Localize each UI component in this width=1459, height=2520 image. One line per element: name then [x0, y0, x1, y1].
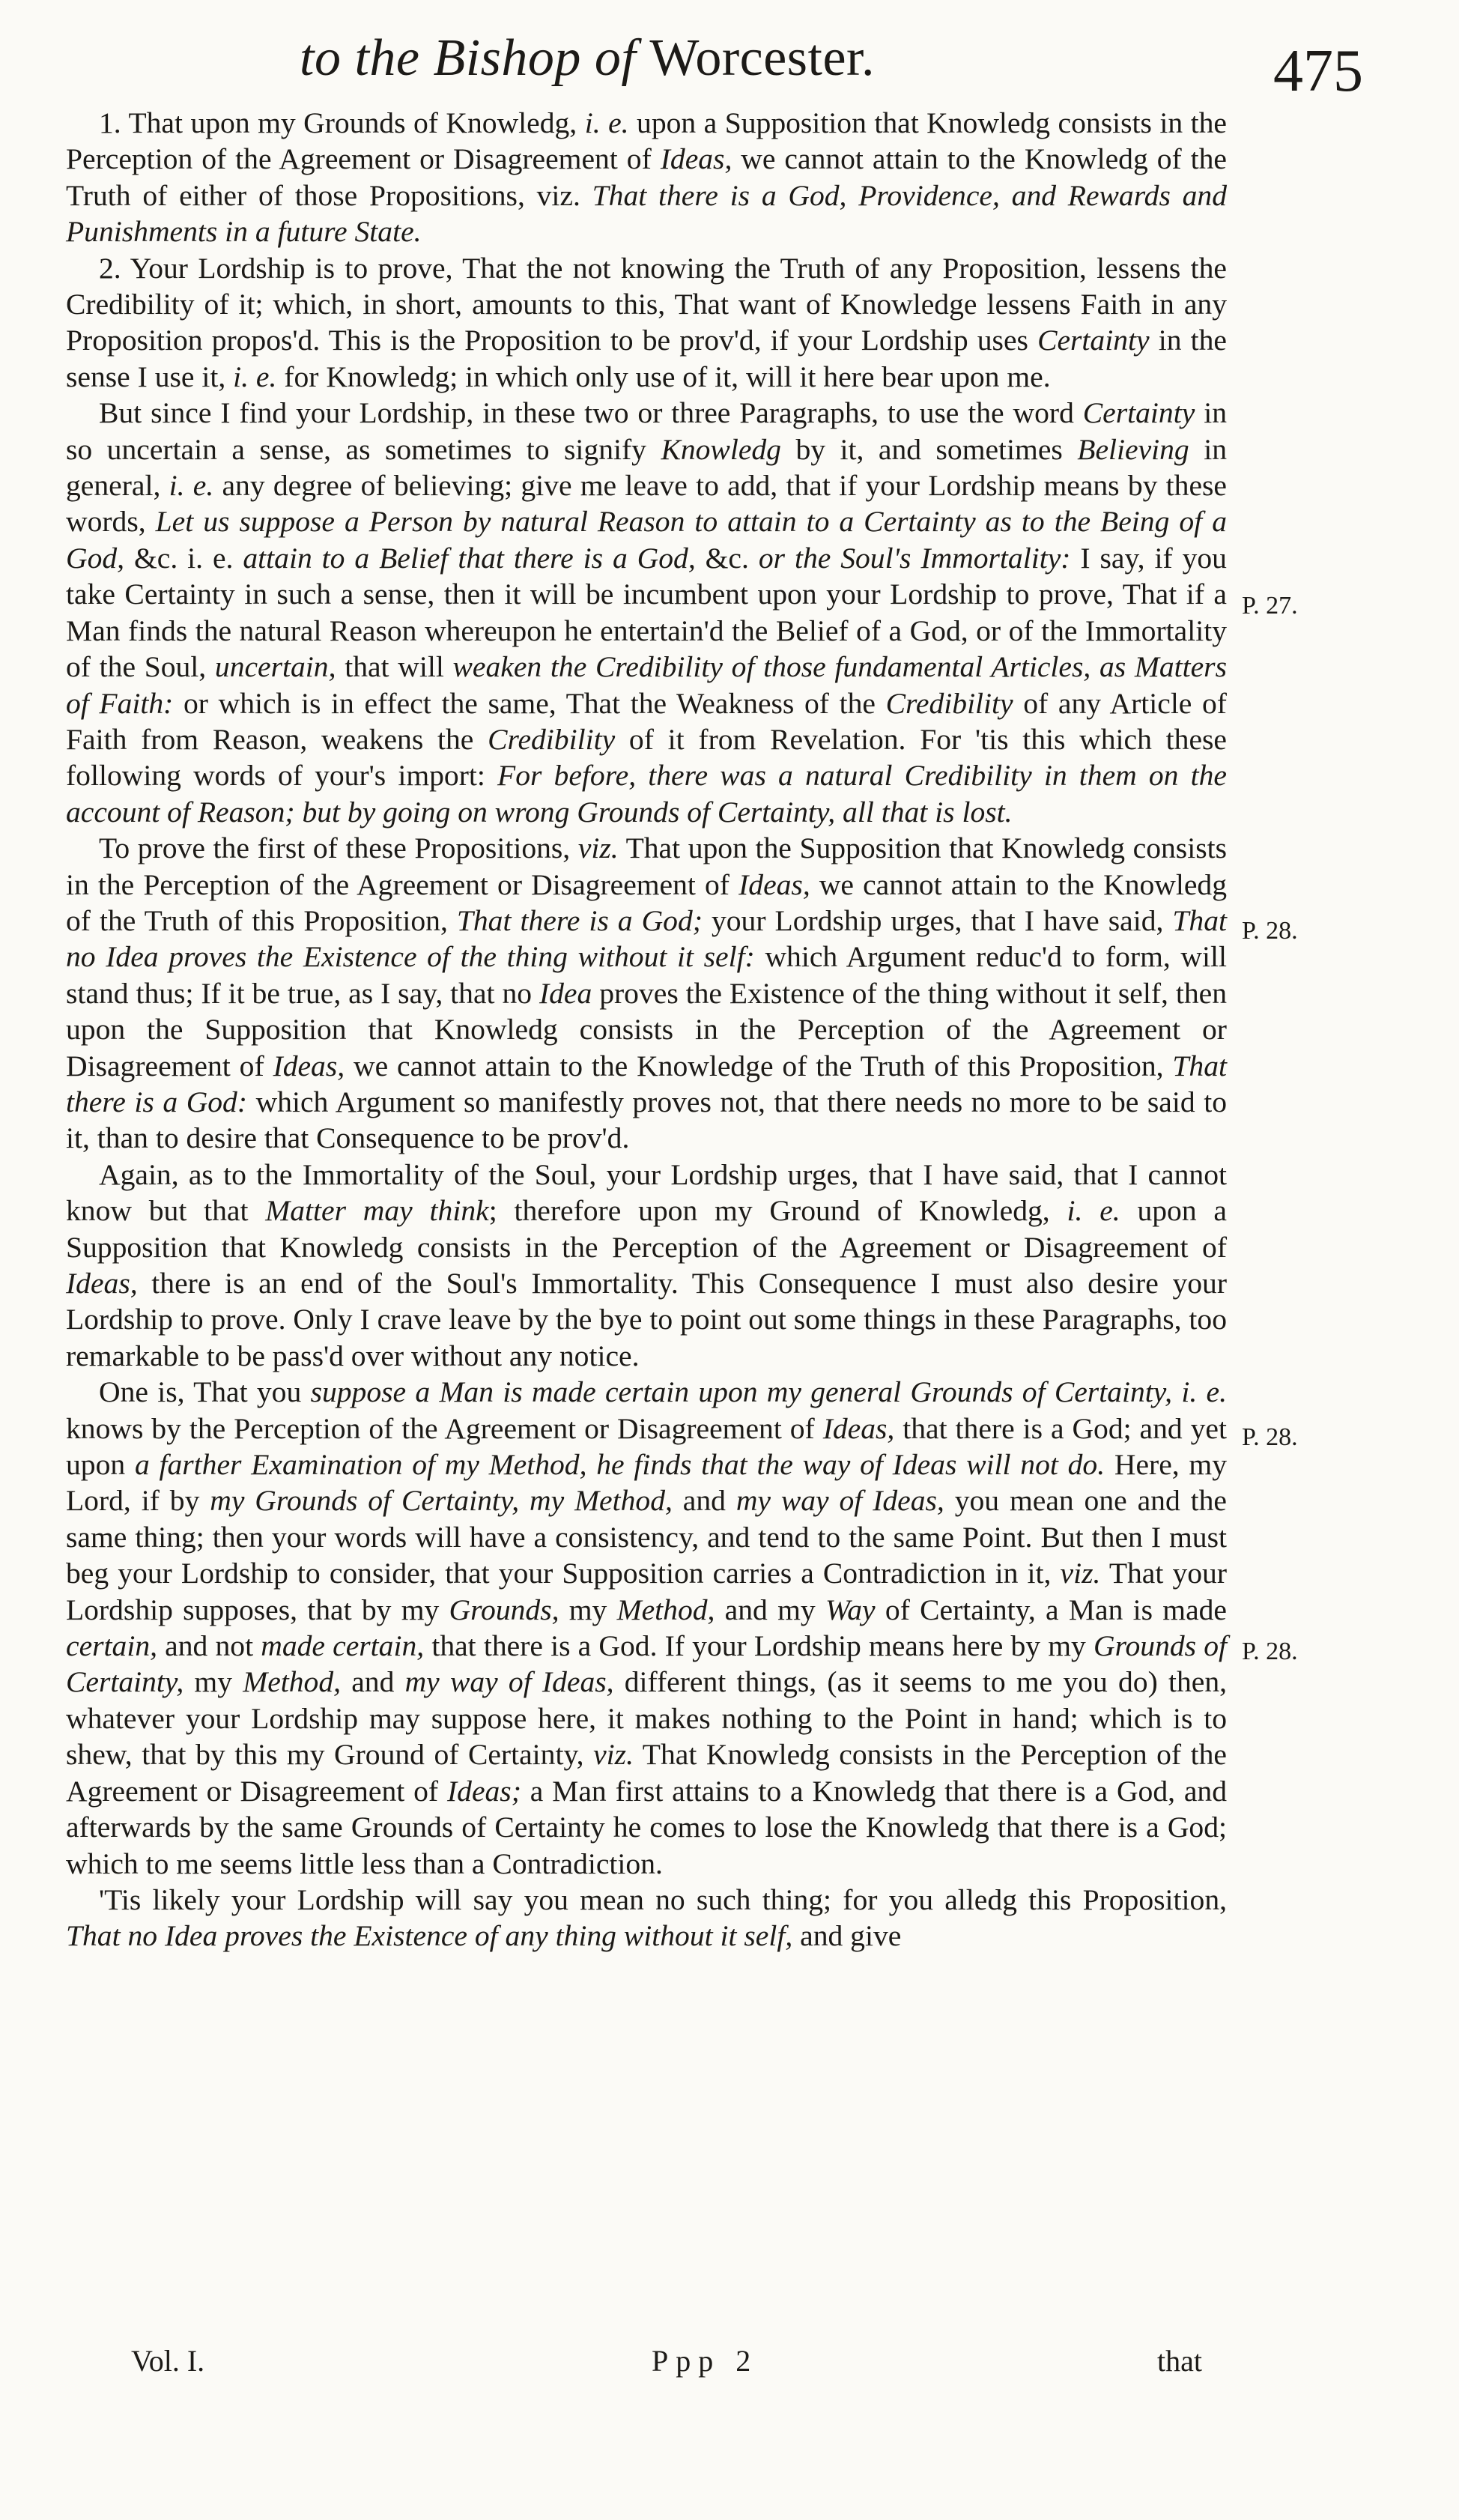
text-run: To prove the first of these Propositions,: [99, 832, 578, 865]
italic-text: Ideas,: [660, 142, 732, 176]
italic-text: i. e.: [169, 469, 214, 503]
text-run: But since I find your Lordship, in these two or three Paragraphs, to use the word: [99, 396, 1083, 430]
italic-text: Believing: [1077, 432, 1189, 466]
italic-text: weaken the Credibility of those fundamental Articles, as Matters of Faith:: [66, 650, 1227, 720]
text-run: That Knowledg consists in the Perception of the Agreement or Disagreement of: [66, 1738, 1227, 1808]
text-run: or which is in effect the same, That the Weakness of the: [173, 686, 886, 720]
paragraph: [66, 250, 1227, 396]
text-run: that there is a God. If your Lordship means here by my: [424, 1629, 1094, 1663]
italic-text: i. e.: [233, 360, 277, 393]
text-run: in general,: [66, 432, 1227, 503]
text-run: and give: [792, 1919, 902, 1953]
text-run: &c. i. e.: [124, 541, 243, 575]
page-footer: [0, 2343, 1459, 2388]
text-run: Here, my Lord, if by: [66, 1448, 1228, 1518]
italic-text: Ideas,: [738, 867, 810, 901]
italic-text: attain to a Belief that there is a God,: [243, 541, 696, 575]
text-run: I say, if you take Certainty in such a sense, then it will be incumbent upon your Lordship to prove, That if a Man finds the natural Reason whereupon he entertain'd the Belief of a God, or of the Immortality of the Soul,: [66, 541, 1227, 684]
text-run: knows by the Perception of the Agreement or Disagreement of: [66, 1411, 823, 1445]
text-run: That your Lordship supposes, that by my: [66, 1557, 1227, 1626]
text-run: you mean one and the same thing; then your words will have a consistency, and tend to the same Point. But then I must beg your Lordship to consider, that your Supposition carries a Contradiction in it,: [66, 1484, 1227, 1590]
italic-text: made certain,: [261, 1629, 425, 1663]
page-header: [0, 22, 1459, 105]
text-run: your Lordship urges, that I have said,: [702, 903, 1173, 937]
text-run: of Certainty, a Man is made: [875, 1593, 1227, 1626]
italic-text: Certainty: [1082, 396, 1195, 430]
text-run: and not: [157, 1629, 261, 1663]
paragraph: [66, 105, 1227, 250]
paragraph: [66, 1374, 1227, 1882]
italic-text: Ideas,: [273, 1049, 345, 1082]
italic-text: Ideas;: [446, 1774, 521, 1808]
paragraph: [66, 830, 1227, 1157]
text-run: there is an end of the Soul's Immortality. This Consequence I must also desire your Lordship to prove. Only I crave leave by the bye to point out some things in these Paragraphs, too remarkable to be pass'd over without any notice.: [66, 1267, 1227, 1372]
text-run: 2. Your Lordship is to prove, That the not knowing the Truth of any Proposition, lessens the Credibility of it; which, in short, amounts to this, That want of Knowledge lessens Faith in any Proposition propos'd. This is the Proposition to be prov'd, if your Lordship uses: [66, 251, 1227, 357]
italic-text: my way of Ideas,: [404, 1665, 614, 1699]
italic-text: Method,: [616, 1593, 715, 1626]
text-run: ; therefore upon my Ground of Knowledg,: [488, 1194, 1067, 1228]
italic-text: That there is a God;: [456, 903, 703, 937]
text-run: and: [341, 1665, 405, 1699]
text-run: different things, (as it seems to me you do) then, whatever your Lordship may suppose here, it makes nothing to the Point in hand; which is to shew, that by this my Ground of Certainty,: [66, 1665, 1227, 1772]
text-run: upon a Supposition that Knowledg consists in the Perception of the Agreement or Disagreement of: [66, 1194, 1227, 1264]
text-run: we cannot attain to the Knowledge of the Truth of this Proposition,: [345, 1049, 1173, 1082]
signature-mark: Ppp 2: [652, 2344, 759, 2378]
italic-text: Way: [825, 1593, 876, 1626]
italic-text: viz.: [593, 1738, 634, 1772]
italic-text: Method,: [243, 1665, 342, 1699]
body-text: [66, 105, 1227, 1954]
margin-note: P. 28.: [1242, 1638, 1298, 1665]
italic-text: i. e.: [584, 106, 629, 139]
text-run: a Man first attains to a Knowledg that there is a God, and afterwards by the same Grounds of Certainty he comes to lose the Knowledg that there is a God; which to me seems little less than a Contradiction.: [66, 1774, 1228, 1880]
text-run: we cannot attain to the Knowledg of the Truth of either of those Propositions, viz.: [66, 142, 1227, 212]
paragraph: [66, 1157, 1227, 1374]
text-run: which Argument reduc'd to form, will stand thus; If it be true, as I say, that no: [66, 940, 1227, 1010]
italic-text: my Grounds of Certainty, my Method,: [210, 1484, 673, 1518]
text-run: and: [672, 1484, 736, 1518]
italic-text: i. e.: [1181, 1375, 1227, 1409]
italic-text: That no Idea proves the Existence of the thing without it self:: [66, 903, 1227, 974]
italic-text: Idea: [539, 976, 592, 1010]
text-run: That upon the Supposition that Knowledg consists in the Perception of the Agreement or Disagreement of: [66, 832, 1227, 901]
margin-note: P. 28.: [1242, 917, 1298, 945]
text-run: upon a Supposition that Knowledg consists in the Perception of the Agreement or Disagreement of: [66, 106, 1228, 176]
text-run: that will: [336, 650, 453, 684]
text-run: [1172, 1375, 1181, 1408]
italic-text: Knowledg: [661, 432, 781, 466]
italic-text: Credibility: [488, 722, 616, 756]
italic-text: Ideas,: [822, 1411, 895, 1445]
italic-text: certain,: [66, 1629, 158, 1663]
margin-note: P. 28.: [1242, 1423, 1298, 1451]
italic-text: Matter may think: [265, 1194, 489, 1228]
text-run: in so uncertain a sense, as sometimes to signify: [66, 396, 1227, 466]
italic-text: Grounds,: [449, 1593, 559, 1626]
italic-text: That no Idea proves the Existence of any thing without it self,: [66, 1919, 793, 1953]
text-run: that there is a God; and yet upon: [66, 1411, 1227, 1482]
running-title-italic: to the Bishop of: [300, 29, 637, 87]
running-title-roman: Worcester.: [649, 29, 875, 87]
text-run: &c.: [695, 541, 759, 575]
italic-text: Grounds of Certainty,: [66, 1629, 1228, 1699]
italic-text: my way of Ideas,: [735, 1484, 944, 1518]
text-run: Again, as to the Immortality of the Soul, your Lordship urges, that I have said, that I cannot know but that: [66, 1157, 1227, 1228]
italic-text: uncertain,: [214, 650, 336, 684]
margin-note: P. 27.: [1242, 592, 1298, 620]
text-run: 'Tis likely your Lordship will say you mean no such thing; for you alledg this Proposition,: [99, 1883, 1227, 1916]
text-run: 1. That upon my Grounds of Knowledg,: [99, 106, 585, 139]
italic-text: That there is a God, Providence, and Rewards and Punishments in a future State.: [66, 178, 1227, 249]
catchword: that: [1157, 2344, 1202, 2378]
italic-text: viz.: [577, 832, 619, 865]
italic-text: or the Soul's Immortality:: [758, 541, 1071, 575]
text-run: my: [559, 1593, 617, 1626]
text-run: and my: [715, 1593, 825, 1626]
text-run: any degree of believing; give me leave to add, that if your Lordship means by these words,: [66, 469, 1228, 539]
italic-text: For before, there was a natural Credibility in them on the account of Reason; but by going on wrong Grounds of Certainty, all that is lost.: [66, 759, 1227, 829]
text-run: of any Article of Faith from Reason, weakens the: [66, 686, 1227, 756]
italic-text: Ideas,: [66, 1267, 138, 1300]
text-run: by it, and sometimes: [780, 432, 1078, 466]
text-run: of it from Revelation. For 'tis this which these following words of your's import:: [66, 722, 1227, 793]
volume-label: Vol. I.: [131, 2344, 205, 2378]
text-run: proves the Existence of the thing without it self, then upon the Supposition that Knowledg consists in the Perception of the Agreement or Disagreement of: [66, 976, 1228, 1082]
italic-text: viz.: [1060, 1557, 1101, 1590]
text-run: One is, That you: [99, 1375, 311, 1409]
running-title: [300, 28, 875, 88]
italic-text: Certainty: [1037, 324, 1150, 357]
paragraph: [66, 395, 1227, 830]
italic-text: Let us suppose a Person by natural Reason to attain to a Certainty as to the Being of a God,: [66, 505, 1227, 575]
italic-text: i. e.: [1067, 1194, 1120, 1228]
italic-text: suppose a Man is made certain upon my general Grounds of Certainty,: [310, 1375, 1173, 1409]
text-run: for Knowledg; in which only use of it, will it here bear upon me.: [276, 360, 1051, 393]
page-number: 475: [1273, 38, 1363, 104]
text-run: my: [183, 1665, 243, 1699]
text-run: which Argument so manifestly proves not, that there needs no more to be said to it, than to desire that Consequence to be prov'd.: [66, 1085, 1227, 1155]
text-run: in the sense I use it,: [66, 324, 1227, 393]
italic-text: Credibility: [885, 686, 1013, 720]
paragraph: [66, 1882, 1227, 1954]
text-run: we cannot attain to the Knowledg of the Truth of this Proposition,: [66, 867, 1227, 937]
italic-text: a farther Examination of my Method, he finds that the way of Ideas will not do.: [134, 1448, 1105, 1482]
italic-text: That there is a God:: [66, 1049, 1227, 1118]
